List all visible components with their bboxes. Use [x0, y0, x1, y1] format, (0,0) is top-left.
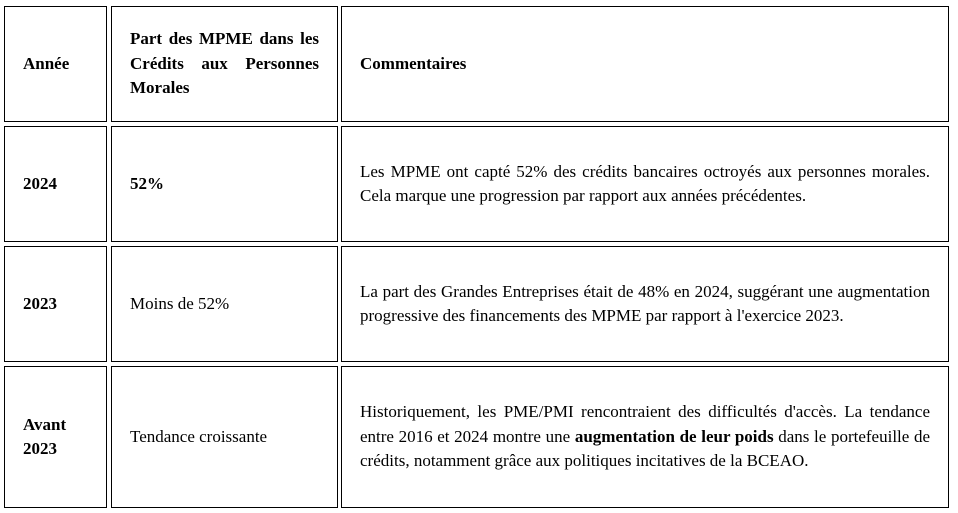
row-2024-year-cell: [4, 126, 107, 242]
row-before-2023-comment-cell: [341, 366, 949, 508]
row-2023-share-cell: [111, 246, 338, 362]
header-share-cell: [111, 6, 338, 122]
header-share: Part des MPME dans les Crédits aux Personnes Morales: [130, 29, 319, 98]
header-year: Année: [23, 53, 70, 73]
row-comment: Les MPME ont capté 52% des crédits bancaires octroyés aux personnes morales. Cela marque une progression par rapport aux années précédentes.: [360, 161, 930, 205]
row-2023-year-cell: [4, 246, 107, 362]
row-2024-share-cell: [111, 126, 338, 242]
header-year-cell: [4, 6, 107, 122]
row-comment-part2: dans le portefeuille de crédits, notamment grâce aux politiques incitatives de la BCEAO.: [360, 426, 931, 471]
row-before-2023-share-cell: [111, 366, 338, 508]
row-share: 52%: [130, 173, 164, 193]
row-share: Moins de 52%: [130, 293, 230, 313]
row-comment: [360, 400, 930, 474]
row-2023-comment-cell: [341, 246, 949, 362]
row-2024-comment-cell: [341, 126, 949, 242]
header-comments: Commentaires: [360, 53, 467, 73]
row-year: 2024: [23, 173, 57, 193]
row-comment-part1: Historiquement, les PME/PMI rencontraient des difficultés d'accès. La tendance entre 2016 et 2024 montre une: [360, 402, 930, 446]
row-year: Avant 2023: [23, 414, 67, 458]
header-comments-cell: [341, 6, 949, 122]
row-share: Tendance croissante: [130, 426, 268, 446]
row-before-2023-year-cell: [4, 366, 107, 508]
row-comment: La part des Grandes Entreprises était de 48% en 2024, suggérant une augmentation progressive des financements des MPME par rapport à l'exercice 2023.: [360, 281, 930, 325]
row-comment-emphasis: augmentation de leur poids: [574, 426, 774, 446]
row-year: 2023: [23, 293, 57, 313]
